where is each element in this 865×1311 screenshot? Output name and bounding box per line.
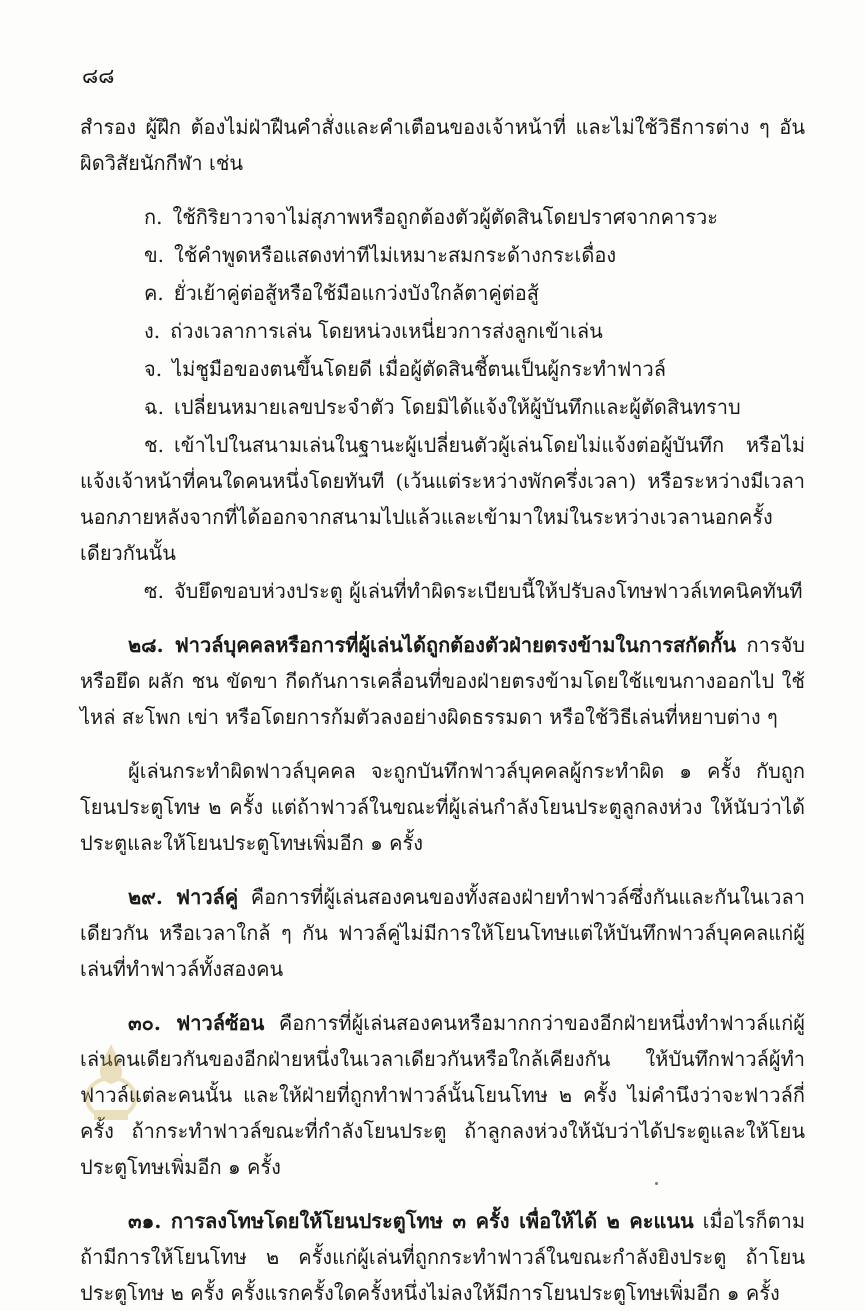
list-marker: จ. [144,357,163,381]
rule-31-paragraph [80,1203,805,1311]
violation-list [80,199,805,609]
list-marker: ฉ. [144,395,164,419]
list-item [80,389,805,425]
list-item [80,275,805,311]
list-item-text: เข้าไปในสนามเล่นในฐานะผู้เปลี่ยนตัวผู้เล่นโดยไม่แจ้งต่อผู้บันทึก หรือไม่แจ้งเจ้าหน้าที่คนใดคนหนึ่งโดยทันที (เว้นแต่ระหว่างพักครึ่งเวลา) หรือระหว่างมีเวลานอกภายหลังจากที่ได้ออกจากสนามไปแล้วและเข้ามาใหม่ในระหว่างเวลานอกครั้งเดียวกันนั้น [80,433,805,565]
rule-28-body: การจับหรือยึด ผลัก ชน ขัดขา กีดกันการเคลื่อนที่ของฝ่ายตรงข้ามโดยใช้แขนกางออกไป ใช้ไหล่ สะโพก เข่า หรือโดยการก้มตัวลงอย่างผิดธรรมดา หรือใช้วิธีเล่นที่หยาบต่าง ๆ [80,633,805,729]
rule-29-paragraph [80,879,805,987]
list-item-text: ใช้กิริยาวาจาไม่สุภาพหรือถูกต้องตัวผู้ตัดสินโดยปราศจากคารวะ [172,205,718,229]
rule-30-body: คือการที่ผู้เล่นสองคนหรือมากกว่าของอีกฝ่ายหนึ่งทำฟาวล์แก่ผู้เล่นคนเดียวกันของอีกฝ่ายหนึ่งในเวลาเดียวกันหรือใกล้เคียงกัน ให้บันทึกฟาวล์ผู้ทำฟาวล์แต่ละคนนั้น และให้ฝ่ายที่ถูกทำฟาวล์นั้นโยนโทษ ๒ ครั้ง ไม่คำนึงว่าจะฟาวล์กี่ครั้ง ถ้ากระทำฟาวล์ขณะที่กำลังโยนประตู ถ้าลูกลงห่วงให้นับว่าได้ประตูและให้โยนประตูโทษเพิ่มอีก ๑ ครั้ง [80,1011,805,1179]
list-marker: ซ. [144,579,164,603]
list-item-text: ถ่วงเวลาการเล่น โดยหน่วงเหนี่ยวการส่งลูกเข้าเล่น [170,319,603,343]
list-marker: ง. [144,319,161,343]
rule-30-paragraph [80,1005,805,1185]
rule-30-heading: ๓๐. ฟาวล์ซ้อน [128,1011,265,1035]
rule-31-heading: ๓๑. การลงโทษโดยให้โยนประตูโทษ ๓ ครั้ง เพื่อให้ได้ ๒ คะแนน [128,1209,694,1233]
list-item [80,427,805,571]
list-marker: ช. [144,433,164,457]
rule-28-heading: ๒๘. ฟาวล์บุคคลหรือการที่ผู้เล่นได้ถูกต้องตัวฝ่ายตรงข้ามในการสกัดกั้น [128,633,737,657]
rule-28-paragraph [80,627,805,735]
seal-watermark-icon [80,1040,142,1126]
list-marker: ข. [144,243,165,267]
list-item-text: ไม่ชูมือของตนขึ้นโดยดี เมื่อผู้ตัดสินชี้ตนเป็นผู้กระทำฟาวล์ [172,357,666,381]
rule-28-penalty-paragraph: ผู้เล่นกระทำผิดฟาวล์บุคคล จะถูกบันทึกฟาวล์บุคคลผู้กระทำผิด ๑ ครั้ง กับถูกโยนประตูโทษ ๒ ครั้ง แต่ถ้าฟาวล์ในขณะที่ผู้เล่นกำลังโยนประตูลูกลงห่วง ให้นับว่าได้ประตูและให้โยนประตูโทษเพิ่มอีก ๑ ครั้ง [80,759,805,855]
speck [655,1182,658,1185]
list-item-text: จับยึดขอบห่วงประตู ผู้เล่นที่ทำผิดระเบียบนี้ให้ปรับลงโทษฟาวล์เทคนิคทันที [173,579,803,603]
list-item-text: ยั่วเย้าคู่ต่อสู้หรือใช้มือแกว่งบังใกล้ตาคู่ต่อสู้ [173,281,539,305]
list-item-text: ใช้คำพูดหรือแสดงท่าทีไม่เหมาะสมกระด้างกระเดื่อง [174,243,617,267]
list-item-text: เปลี่ยนหมายเลขประจำตัว โดยมิได้แจ้งให้ผู้บันทึกและผู้ตัดสินทราบ [173,395,741,419]
list-item [80,573,805,609]
list-item [80,351,805,387]
rule-31-body: เมื่อไรก็ตามถ้ามีการให้โยนโทษ ๒ ครั้งแก่ผู้เล่นที่ถูกกระทำฟาวล์ในขณะกำลังยิงประตู ถ้าโยนประตูโทษ ๒ ครั้ง ครั้งแรกครั้งใดครั้งหนึ่งไม่ลงให้มีการโยนประตูโทษเพิ่มอีก ๑ ครั้ง [80,1209,805,1305]
page-number: ๘๘ [82,64,115,88]
list-marker: ค. [144,281,164,305]
list-item [80,237,805,273]
rule-29-heading: ๒๙. ฟาวล์คู่ [128,885,239,909]
rule-29-body: คือการที่ผู้เล่นสองคนของทั้งสองฝ่ายทำฟาวล์ซึ่งกันและกันในเวลาเดียวกัน หรือเวลาใกล้ ๆ กัน ฟาวล์คู่ไม่มีการให้โยนโทษแต่ให้บันทึกฟาวล์บุคคลแก่ผู้เล่นที่ทำฟาวล์ทั้งสองคน [80,885,806,981]
list-item [80,199,805,235]
list-item [80,313,805,349]
list-marker: ก. [144,205,163,229]
intro-paragraph: สำรอง ผู้ฝึก ต้องไม่ฝ่าฝืนคำสั่งและคำเตือนของเจ้าหน้าที่ และไม่ใช้วิธีการต่าง ๆ อันผิดวิสัยนักกีฬา เช่น [80,115,805,175]
